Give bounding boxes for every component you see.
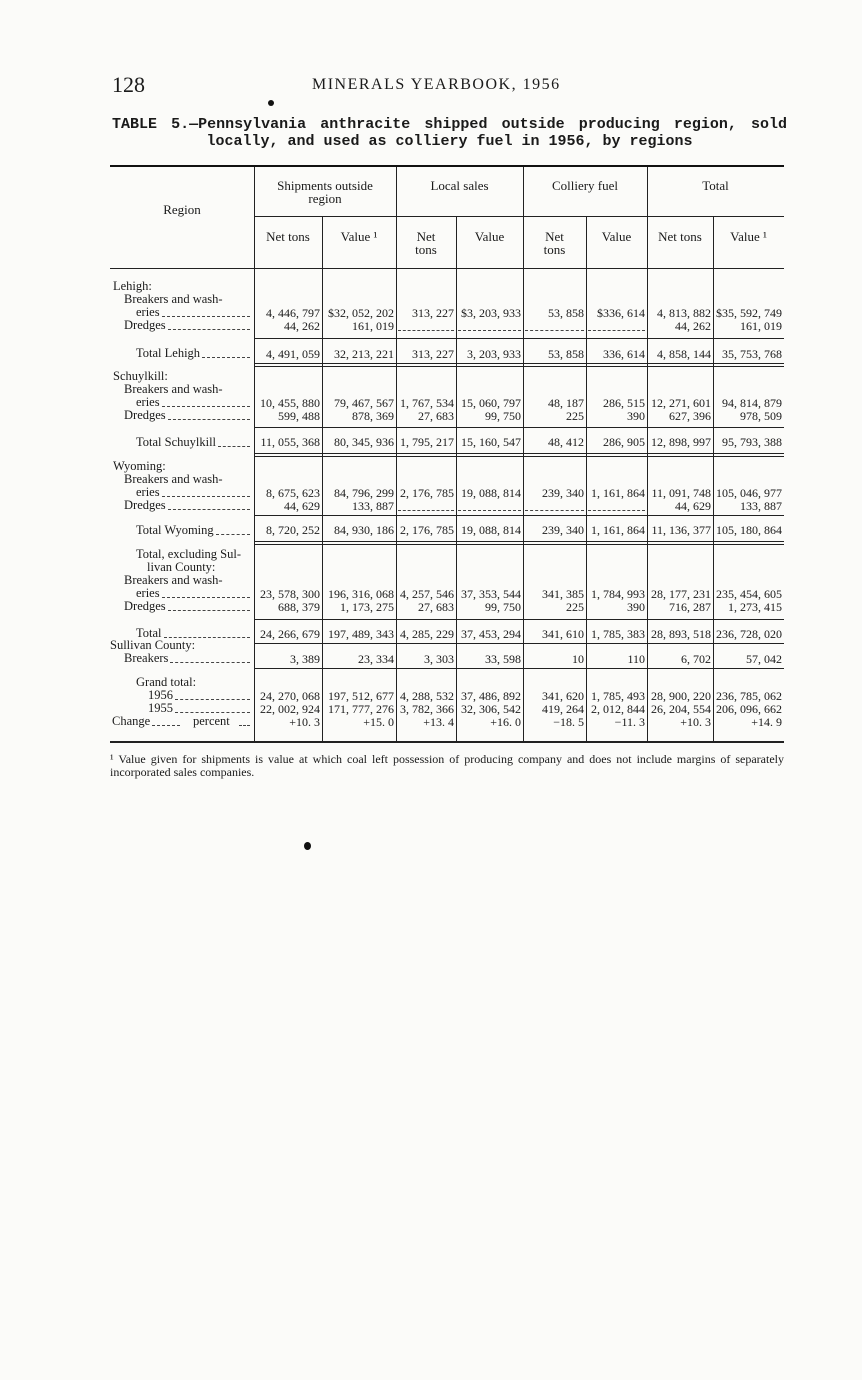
table-cell: 341, 385: [542, 587, 584, 601]
page-number: 128: [112, 72, 145, 97]
column-subheader: Value: [474, 229, 505, 244]
table-cell: 3, 303: [424, 652, 454, 666]
table-cell: 37, 353, 544: [461, 587, 521, 601]
table-title-line-2: locally, and used as colliery fuel in 1956, by regions: [206, 133, 693, 150]
header-rule: [254, 216, 784, 217]
row-label: Total Lehigh: [136, 346, 201, 360]
double-rule: [254, 363, 784, 364]
table-cell: 133, 887: [740, 499, 782, 513]
column-subheader: Net tons: [543, 229, 566, 257]
table-cell: 196, 316, 068: [328, 587, 394, 601]
table-cell: +10. 3: [680, 715, 711, 729]
table-cell: 28, 177, 231: [651, 587, 711, 601]
row-label: percent: [193, 714, 230, 728]
table-cell: 4, 491, 059: [266, 347, 320, 361]
empty-cell-dashes: [588, 510, 645, 511]
table-cell: −18. 5: [553, 715, 584, 729]
table-cell: 80, 345, 936: [334, 435, 394, 449]
table-cell: 44, 262: [284, 319, 320, 333]
double-rule: [254, 456, 784, 457]
leader-dots: [168, 329, 250, 330]
table-cell: 53, 858: [548, 306, 584, 320]
footnote: ¹ Value given for shipments is value at which coal left possession of producing company and does not include margins of separately incorporated sales companies.: [110, 752, 784, 779]
subtotal-rule: [254, 515, 784, 516]
leader-dots: [216, 534, 250, 535]
empty-cell-dashes: [398, 510, 454, 511]
table-cell: 6, 702: [681, 652, 711, 666]
table-cell: 3, 203, 933: [467, 347, 521, 361]
region-header: Region: [163, 202, 201, 217]
table-cell: 1, 785, 493: [591, 689, 645, 703]
row-label: Total Schuylkill: [136, 435, 217, 449]
row-label: Schuylkill:: [113, 369, 168, 383]
row-label: Total: [136, 626, 162, 640]
table-cell: 1, 173, 275: [340, 600, 394, 614]
table-cell: 19, 088, 814: [461, 486, 521, 500]
row-label: livan County:: [147, 560, 216, 574]
table-cell: 12, 898, 997: [651, 435, 711, 449]
table-cell: 1, 161, 864: [591, 523, 645, 537]
leader-dots: [218, 446, 250, 447]
row-label: Dredges: [124, 599, 166, 613]
table-cell: 8, 675, 623: [266, 486, 320, 500]
double-rule: [254, 541, 784, 542]
row-label: eries: [136, 305, 160, 319]
table-cell: 313, 227: [412, 306, 454, 320]
row-label: Grand total:: [136, 675, 197, 689]
table-cell: 11, 055, 368: [260, 435, 320, 449]
table-cell: 105, 046, 977: [716, 486, 782, 500]
table-cell: 239, 340: [542, 523, 584, 537]
leader-dots: [162, 406, 250, 407]
leader-dots: [162, 496, 250, 497]
table-cell: 341, 620: [542, 689, 584, 703]
empty-cell-dashes: [458, 510, 521, 511]
column-group-header: Colliery fuel: [551, 178, 619, 193]
table-cell: 32, 213, 221: [334, 347, 394, 361]
table-cell: 4, 257, 546: [400, 587, 454, 601]
table-cell: 15, 160, 547: [461, 435, 521, 449]
leader-dots: [162, 597, 250, 598]
table-cell: 8, 720, 252: [266, 523, 320, 537]
double-rule: [254, 544, 784, 545]
table-cell: $35, 592, 749: [716, 306, 782, 320]
row-label: Total Wyoming: [136, 523, 214, 537]
leader-dots: [170, 662, 250, 663]
row-label: Breakers and wash-: [124, 382, 223, 396]
table-cell: 28, 893, 518: [651, 627, 711, 641]
table-cell: 627, 396: [669, 409, 711, 423]
table-cell: 716, 287: [669, 600, 711, 614]
table-title-line-1: TABLE 5.—Pennsylvania anthracite shipped outside producing region, sold: [112, 116, 787, 133]
row-label: Wyoming:: [113, 459, 166, 473]
table-cell: 341, 610: [542, 627, 584, 641]
leader-dots: [168, 610, 250, 611]
column-subheader: Value: [601, 229, 632, 244]
table-cell: 84, 930, 186: [334, 523, 394, 537]
table-cell: 24, 266, 679: [260, 627, 320, 641]
table-cell: 95, 793, 388: [722, 435, 782, 449]
table-cell: 48, 412: [548, 435, 584, 449]
column-subheader: Value ¹: [340, 229, 378, 244]
table-cell: 53, 858: [548, 347, 584, 361]
table-cell: 48, 187: [548, 396, 584, 410]
empty-cell-dashes: [525, 510, 584, 511]
table-cell: 99, 750: [485, 409, 521, 423]
table-cell: 133, 887: [352, 499, 394, 513]
table-cell: 1, 795, 217: [400, 435, 454, 449]
table-cell: 390: [627, 409, 645, 423]
column-subheader: Value ¹: [730, 229, 767, 244]
table-cell: 978, 509: [740, 409, 782, 423]
row-label: Breakers and wash-: [124, 472, 223, 486]
table-cell: 225: [566, 409, 584, 423]
table-cell: 336, 614: [603, 347, 645, 361]
table-bottom-rule: [110, 741, 784, 743]
table-cell: 2, 176, 785: [400, 486, 454, 500]
row-label: Change: [112, 714, 151, 728]
column-subheader: Net tons: [658, 229, 702, 244]
table-cell: 105, 180, 864: [716, 523, 782, 537]
leader-dots: [239, 725, 250, 726]
subtotal-rule: [254, 619, 784, 620]
row-label: Lehigh:: [113, 279, 152, 293]
table-cell: 3, 389: [290, 652, 320, 666]
table-cell: 1, 785, 383: [591, 627, 645, 641]
table-cell: −11. 3: [614, 715, 645, 729]
table-cell: +10. 3: [289, 715, 320, 729]
table-cell: 57, 042: [746, 652, 782, 666]
table-cell: 3, 782, 366: [400, 702, 454, 716]
table-cell: 1, 161, 864: [591, 486, 645, 500]
row-label: eries: [136, 485, 160, 499]
row-label: Breakers: [124, 651, 169, 665]
table-cell: 37, 486, 892: [461, 689, 521, 703]
ink-dot: [304, 842, 311, 850]
subtotal-rule: [254, 427, 784, 428]
table-cell: 35, 753, 768: [722, 347, 782, 361]
table-cell: 15, 060, 797: [461, 396, 521, 410]
table-cell: 33, 598: [485, 652, 521, 666]
column-subheader: Net tons: [266, 229, 310, 244]
table-cell: 99, 750: [485, 600, 521, 614]
row-label: Dredges: [124, 498, 166, 512]
row-label: Breakers and wash-: [124, 573, 223, 587]
table-cell: 171, 777, 276: [328, 702, 394, 716]
row-label: Total, excluding Sul-: [136, 547, 242, 561]
table-cell: 419, 264: [542, 702, 584, 716]
table-cell: 236, 785, 062: [716, 689, 782, 703]
table-cell: $32, 052, 202: [328, 306, 394, 320]
table-cell: 286, 905: [603, 435, 645, 449]
table-cell: 236, 728, 020: [716, 627, 782, 641]
column-group-header: Local sales: [430, 178, 489, 193]
table-cell: 12, 271, 601: [651, 396, 711, 410]
table-cell: 26, 204, 554: [651, 702, 711, 716]
double-rule: [254, 453, 784, 454]
table-cell: $336, 614: [597, 306, 645, 320]
table-cell: 24, 270, 068: [260, 689, 320, 703]
table-cell: 37, 453, 294: [461, 627, 521, 641]
table-cell: 1, 784, 993: [591, 587, 645, 601]
leader-dots: [175, 699, 250, 700]
table-cell: 19, 088, 814: [461, 523, 521, 537]
table-cell: 27, 683: [418, 409, 454, 423]
row-label: Dredges: [124, 318, 166, 332]
row-label: Sullivan County:: [110, 638, 196, 652]
empty-cell-dashes: [588, 330, 645, 331]
table-cell: 28, 900, 220: [651, 689, 711, 703]
double-rule: [254, 366, 784, 367]
table-cell: 599, 488: [278, 409, 320, 423]
row-label: eries: [136, 395, 160, 409]
table-cell: 32, 306, 542: [461, 702, 521, 716]
table-cell: 11, 136, 377: [651, 523, 711, 537]
row-label: Dredges: [124, 408, 166, 422]
leader-dots: [202, 357, 250, 358]
table-cell: 22, 002, 924: [260, 702, 320, 716]
table-cell: 206, 096, 662: [716, 702, 782, 716]
table-cell: 239, 340: [542, 486, 584, 500]
table-cell: 4, 858, 144: [657, 347, 711, 361]
table-cell: +16. 0: [490, 715, 521, 729]
table-cell: 10: [572, 652, 584, 666]
table-cell: 94, 814, 879: [722, 396, 782, 410]
header-bottom-rule: [110, 268, 784, 269]
table-cell: 44, 629: [675, 499, 711, 513]
table-cell: 4, 446, 797: [266, 306, 320, 320]
table-cell: +14. 9: [751, 715, 782, 729]
table-cell: 161, 019: [352, 319, 394, 333]
table-cell: 197, 512, 677: [328, 689, 394, 703]
running-head: MINERALS YEARBOOK, 1956: [312, 76, 561, 93]
row-label: Breakers and wash-: [124, 292, 223, 306]
table-cell: 286, 515: [603, 396, 645, 410]
leader-dots: [162, 316, 250, 317]
table-cell: 878, 369: [352, 409, 394, 423]
leader-dots: [152, 725, 180, 726]
column-group-header: Shipments outside region: [277, 178, 373, 206]
table-cell: 44, 629: [284, 499, 320, 513]
table-cell: 10, 455, 880: [260, 396, 320, 410]
row-label: 1956: [148, 688, 173, 702]
table-cell: 27, 683: [418, 600, 454, 614]
table-cell: 44, 262: [675, 319, 711, 333]
table-cell: $3, 203, 933: [461, 306, 521, 320]
table-cell: 1, 273, 415: [728, 600, 782, 614]
table-cell: +13. 4: [423, 715, 454, 729]
table-cell: 2, 176, 785: [400, 523, 454, 537]
table-cell: 688, 379: [278, 600, 320, 614]
subtotal-rule: [254, 643, 784, 644]
leader-dots: [175, 712, 250, 713]
table-cell: 11, 091, 748: [651, 486, 711, 500]
table-cell: 79, 467, 567: [334, 396, 394, 410]
table-cell: 4, 813, 882: [657, 306, 711, 320]
table-cell: 84, 796, 299: [334, 486, 394, 500]
subtotal-rule: [254, 338, 784, 339]
column-subheader: Net tons: [415, 229, 437, 257]
table-cell: 1, 767, 534: [400, 396, 454, 410]
table-cell: 23, 334: [358, 652, 394, 666]
table-cell: 23, 578, 300: [260, 587, 320, 601]
row-label: 1955: [148, 701, 173, 715]
table-cell: 110: [627, 652, 645, 666]
empty-cell-dashes: [458, 330, 521, 331]
row-label: eries: [136, 586, 160, 600]
leader-dots: [168, 419, 250, 420]
empty-cell-dashes: [398, 330, 454, 331]
table-cell: 225: [566, 600, 584, 614]
column-group-header: Total: [702, 178, 729, 193]
table-cell: 161, 019: [740, 319, 782, 333]
table-cell: 4, 285, 229: [400, 627, 454, 641]
table-cell: 313, 227: [412, 347, 454, 361]
table-cell: 390: [627, 600, 645, 614]
table-cell: 235, 454, 605: [716, 587, 782, 601]
table-cell: +15. 0: [363, 715, 394, 729]
leader-dots: [168, 509, 250, 510]
table-cell: 197, 489, 343: [328, 627, 394, 641]
table-cell: 4, 288, 532: [400, 689, 454, 703]
subtotal-rule: [254, 668, 784, 669]
empty-cell-dashes: [525, 330, 584, 331]
table-cell: 2, 012, 844: [591, 702, 645, 716]
